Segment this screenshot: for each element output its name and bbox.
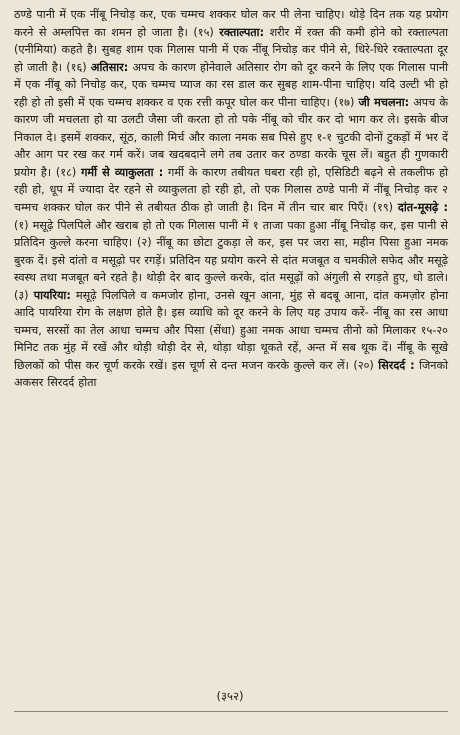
section-heading: अतिसार:: [90, 60, 129, 74]
body-text-segment: जिनको अकसर सिरदर्द होता: [14, 358, 448, 390]
body-text-segment: अपच के कारण जी मचलता हो या उलटी जैसा जी करता हो तो पके नींबू को चीर कर दो भाग कर ले। इसके बीज निकाल दे। इसमें शक्कर, सूंठ, काली मिर्च और काला नमक सब पिसे हुए १-१ चुटकी दोनों टुकड़ों में भर दें और आग पर रख कर गर्म करें। जब खदबदाने लगे तब उतार कर ठण्डा करके चूस लें। बहुत ही गुणकारी प्रयोग है। (१८): [14, 95, 448, 179]
section-heading: पायरिया:: [33, 288, 71, 302]
page-number: (३५२): [216, 689, 244, 703]
body-text-segment: अपच के कारण होनेवाले अतिसार रोग को दूर करने के लिए एक गिलास पानी में एक नींबू को निचोड़ कर, एक चम्मच प्याज का रस डाल कर सुबह शाम-पीना चाहिए। यदि उल्टी भी हो रही हो तो इसी में एक चम्मच शक्कर व एक रत्ती कपूर घोल कर पीना चाहिए। (१७): [14, 60, 448, 109]
section-heading: रक्ताल्पता:: [219, 25, 265, 39]
body-text-segment: शरीर में रक्त की कमी होने को रक्ताल्पता (एनीमिया) कहते है। सुबह शाम एक गिलास पानी में एक नींबू निचोड़ कर पीने से, धिरे-धिरे रक्ताल्पता दूर हो जाती है। (१६): [14, 25, 448, 74]
body-text-segment: ठण्डे पानी में एक नींबू निचोड़ कर, एक चम्मच शक्कर घोल कर पी लेना चाहिए। थोड़े दिन तक यह प्रयोग करने से अम्लपित्त का शमन हो जाता है। (१५): [14, 8, 448, 39]
section-heading: जी मचलना:: [358, 95, 410, 109]
body-text-segment: गर्मी के कारण तबीयत घबरा रही हो, एसिडिटी बढ़ने से तकलीफ हो रही हो, धूप में ज्यादा देर रहने से व्याकुलता हो रही हो, तो एक गिलास ठण्डे पानी में नींबू निचोड़ कर २ चम्मच शक्कर घोल कर पीने से तबीयत ठीक हो जाती है। दिन में तीन चार बार पिएँ। (१९): [14, 165, 449, 215]
section-heading: सिरदर्द :: [378, 358, 415, 372]
bottom-divider: [14, 711, 448, 712]
body-text-segment: मसूढ़े पिलपिले व कमजोर होना, उनसे खून आना, मुंह से बदबू आना, दांत कमज़ोर होना आदि पायरिया रोग के लक्षण होते है। इस व्याधि को दूर करने के लिए यह उपाय करें- नींबू का रस आधा चम्मच, सरसों का तेल आधा चम्मच और पिसा (सेंधा) हुआ नमक आधा चम्मच तीनो को मिलाकर १५-२० मिनिट तक मुंह में रखें और थोड़ी थोड़ी देर से, थोड़ा थोड़ा थूकते रहें, अन्त में सब थूक दें। नींबू के सूखे छिलकों को पीस कर चूर्ण करके रखें। इस चूर्ण से दन्त मजन करके कुल्ले कर लें। (२०): [14, 288, 449, 372]
body-text: [14, 6, 448, 392]
section-heading: गर्मी से व्याकुलता :: [81, 165, 164, 179]
body-text-segment: (१) मसूढ़े पिलपिले और खराब हो तो एक गिलास पानी में १ ताजा पका हुआ नींबू निचोड़ कर, इस पानी से प्रतिदिन कुल्ले करना चाहिए। (२) नींबू का छोटा टुकड़ा ले कर, इस पर जरा सा, महीन पिसा हुआ नमक बुरक दें। इसे दांतो व मसूढ़ो पर रगड़ें। प्रतिदिन यह प्रयोग करने से दांत मजबूत व चमकीले सफेद और मसूढ़े स्वस्थ तथा मजबूत बने रहते है। थोड़ी देर बाद कुल्ले करके, दांत मसूढ़ों को अंगुली से रगड़ते हुए, धो डाले। (३): [14, 218, 448, 302]
section-heading: दांत-मूसढ़े :: [397, 201, 448, 215]
